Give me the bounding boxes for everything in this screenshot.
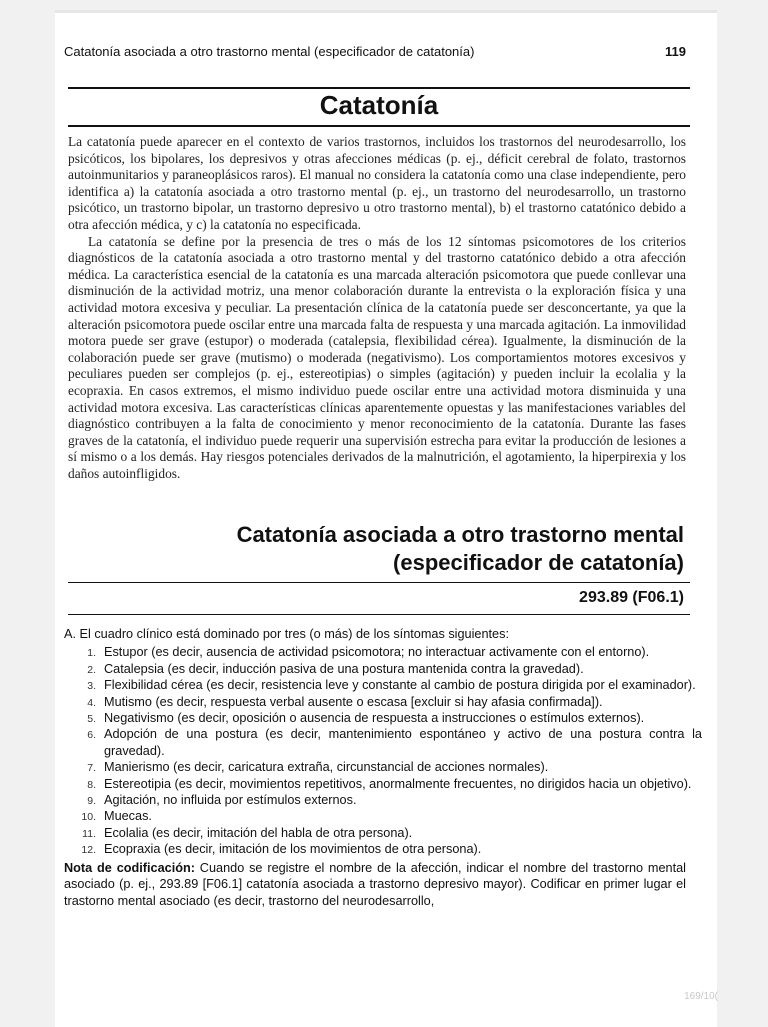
criteria-item-text: Estereotipia (es decir, movimientos repetitivos, anormalmente frecuentes, no dirigidos hacia un objetivo). (104, 776, 692, 791)
criteria-item-number: 2. (87, 663, 96, 676)
criteria-item-number: 7. (87, 762, 96, 775)
criteria-item (84, 661, 702, 677)
criteria-item (84, 710, 702, 726)
criteria-lead: A. El cuadro clínico está dominado por tres (o más) de los síntomas siguientes: (64, 627, 509, 641)
criteria-item (84, 825, 702, 841)
intro-paragraph: La catatonía se define por la presencia de tres o más de los 12 síntomas psicomotores de los criterios diagnósticos de la catatonía asociada a otro trastorno mental y del trastorno catatónico debido a otra afección médica. La característica esencial de la catatonía es una marcada alteración psicomotora que puede conllevar una disminución de la actividad motriz, una menor colaboración durante la entrevista o la exploración física y una actividad motora excesiva y peculiar. La presentación clínica de la catatonía puede ser desconcertante, ya que la alteración psicomotora puede oscilar entre una marcada falta de respuesta y una marcada agitación. La inmovilidad motora puede ser grave (estupor) o moderada (catalepsia, flexibilidad cérea). Igualmente, la disminución de la colaboración puede ser grave (mutismo) o moderada (negativismo). Los comportamientos motores excesivos y peculiares pueden ser complejos (p. ej., estereotipias) o simples (agitación) y pueden incluir la ecolalia y la ecopraxia. En casos extremos, el mismo individuo puede oscilar entre una actividad motora disminuida y una actividad motora excesiva. Las características clínicas aparentemente opuestas y las manifestaciones variables del diagnóstico contribuyen a la falta de conocimiento y menor reconocimiento de la catatonía. Durante las fases graves de la catatonía, el individuo puede requerir una supervisión estrecha para evitar la producción de lesiones a sí mismo o a los demás. Hay riesgos potenciales derivados de la malnutrición, el agotamiento, la hiperpirexia y los daños autoinfligidos. (68, 233, 686, 481)
diagnostic-code: 293.89 (F06.1) (579, 589, 684, 606)
criteria-item-text: Negativismo (es decir, oposición o ausencia de respuesta a instrucciones o estímulos externos). (104, 711, 645, 726)
section-rule-bottom (68, 125, 690, 127)
criteria-item-number: 6. (87, 729, 96, 742)
criteria-item (84, 792, 702, 808)
criteria-item-text: Mutismo (es decir, respuesta verbal ausente o escasa [excluir si hay afasia confirmada]). (104, 694, 603, 709)
page-indicator: 169/10( (684, 991, 718, 1002)
criteria-item-number: 10. (81, 811, 96, 824)
criteria-item (84, 759, 702, 775)
section-title: Catatonía (319, 90, 439, 120)
criteria-item-number: 12. (81, 844, 96, 857)
criteria-item-text: Ecopraxia (es decir, imitación de los movimientos de otra persona). (104, 842, 482, 857)
criteria-item-number: 3. (87, 680, 96, 693)
coding-note (64, 860, 686, 909)
disorder-title (237, 521, 684, 577)
criteria-item (84, 694, 702, 710)
criteria-item-number: 1. (87, 647, 96, 660)
coding-note-text: Cuando se registre el nombre de la afección, indicar el nombre del trastorno mental asociado (p. ej., 293.89 [F06.1] catatonía asociada a trastorno depresivo mayor). Codificar en primer lugar el trastorno mental asociado (es decir, trastorno del neurodesarrollo, (64, 860, 686, 908)
criteria-item-number: 8. (87, 778, 96, 791)
criteria-item-text: Ecolalia (es decir, imitación del habla de otra persona). (104, 825, 413, 840)
intro-paragraph: La catatonía puede aparecer en el contexto de varios trastornos, incluidos los trastornos del neurodesarrollo, los psicóticos, los bipolares, los depresivos y otras afecciones médicas (p. ej., déficit cerebral de folato, trastornos autoinmunitarios y paraneoplásicos raros). El manual no considera la catatonía como una clase independiente, pero identifica a) la catatonía asociada a otro trastorno mental (p. ej., un trastorno del neurodesarrollo, un trastorno psicótico, un trastorno bipolar, un trastorno depresivo u otro trastorno mental), b) el trastorno catatónico debido a otra afección médica, y c) la catatonía no especificada. (68, 134, 686, 232)
criteria-item-text: Manierismo (es decir, caricatura extraña, circunstancial de acciones normales). (104, 760, 549, 775)
criteria-item-text: Catalepsia (es decir, inducción pasiva de una postura mantenida contra la gravedad). (104, 661, 584, 676)
disorder-rule-1 (68, 582, 690, 583)
disorder-title-line2: (especificador de catatonía) (393, 550, 684, 575)
page-number: 119 (665, 44, 686, 59)
criteria-item-number: 11. (82, 827, 96, 840)
criteria-item (81, 841, 702, 857)
criteria-item (84, 726, 702, 759)
criteria-list (64, 644, 702, 857)
criteria-item-number: 4. (87, 696, 96, 709)
criteria-item (84, 677, 702, 693)
section-rule-top (68, 87, 690, 89)
criteria-item-number: 5. (87, 713, 96, 726)
running-title: Catatonía asociada a otro trastorno mental (especificador de catatonía) (64, 44, 475, 59)
disorder-title-line1: Catatonía asociada a otro trastorno mental (236, 522, 684, 547)
criteria-item (84, 776, 702, 792)
coding-note-label: Nota de codificación: (64, 860, 195, 875)
criteria-item-text: Flexibilidad cérea (es decir, resistencia leve y constante al cambio de postura dirigida por el examinador). (104, 678, 696, 693)
criteria-item (81, 808, 702, 824)
criteria-item-text: Adopción de una postura (es decir, mantenimiento espontáneo y activo de una postura contra la gravedad). (104, 727, 702, 758)
criteria-item-text: Estupor (es decir, ausencia de actividad psicomotora; no interactuar activamente con el entorno). (104, 645, 650, 660)
criteria-item-text: Agitación, no influida por estímulos externos. (104, 793, 357, 808)
criteria-block (64, 626, 702, 909)
criteria-item-text: Muecas. (104, 809, 152, 824)
disorder-rule-2 (68, 614, 690, 615)
intro-text (68, 134, 686, 482)
criteria-item-number: 9. (87, 795, 96, 808)
criteria-item (84, 644, 702, 660)
running-header (64, 44, 686, 64)
